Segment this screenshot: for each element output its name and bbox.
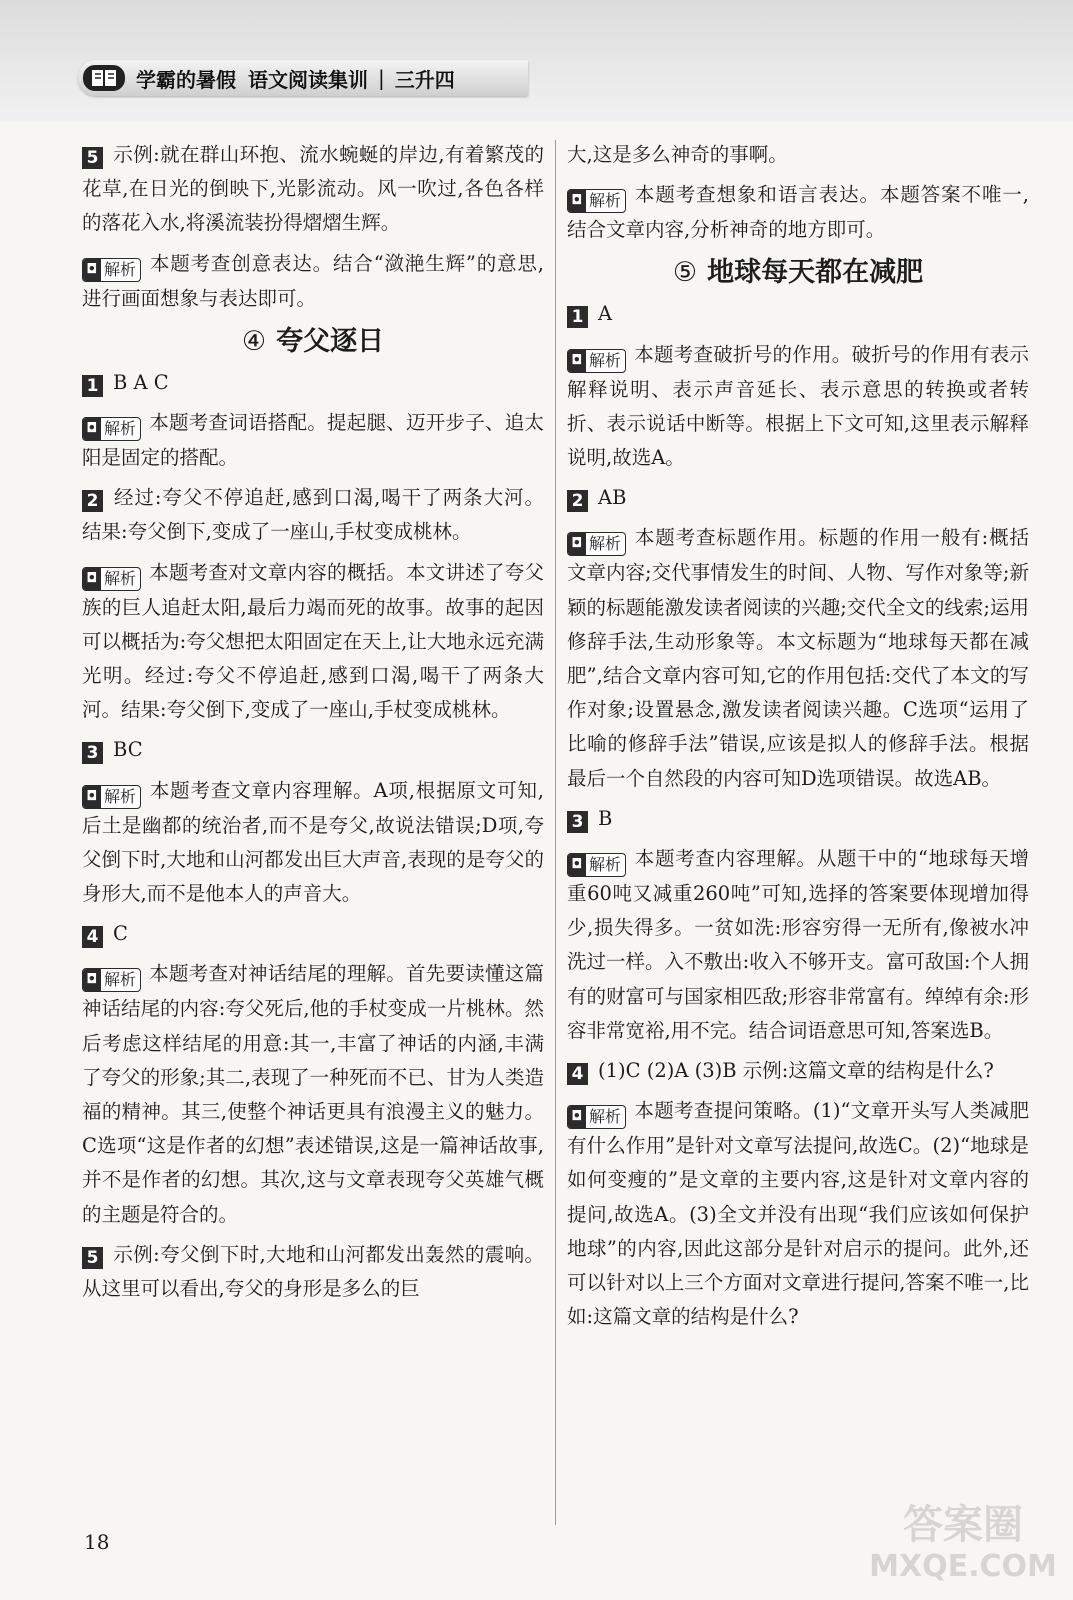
question-number: 3 xyxy=(82,742,103,764)
analysis-tag: ◘ 解析 xyxy=(82,417,141,441)
answer-item xyxy=(82,366,544,400)
analysis-text: 本题考查想象和语言表达。本题答案不唯一,结合文章内容,分析神奇的地方即可。 xyxy=(567,183,1029,242)
header-separator: | xyxy=(378,66,385,90)
analysis-tag-icon: ◘ xyxy=(568,854,586,876)
answer-text: 大,这是多么神奇的事啊。 xyxy=(567,143,788,166)
analysis-tag-icon: ◘ xyxy=(568,533,586,555)
analysis-item xyxy=(82,406,544,475)
answer-text: BC xyxy=(113,738,143,762)
analysis-text: 本题考查词语搭配。提起腿、迈开步子、追太阳是固定的搭配。 xyxy=(82,411,544,470)
answer-item xyxy=(82,917,544,951)
answer-text: (1)C (2)A (3)B 示例:这篇文章的结构是什么? xyxy=(598,1059,994,1083)
analysis-tag: ◘ 解析 xyxy=(82,567,141,591)
analysis-text: 本题考查创意表达。结合“潋滟生辉”的意思,进行画面想象与表达即可。 xyxy=(82,251,544,310)
analysis-item xyxy=(567,178,1029,247)
analysis-item xyxy=(82,556,544,728)
watermark-url: MXQE.COM xyxy=(869,1549,1057,1584)
analysis-text: 本题考查标题作用。标题的作用一般有:概括文章内容;交代事情发生的时间、人物、写作对象等;新颖的标题能激发读者阅读的兴趣;交代全文的线索;运用修辞手法,生动形象等。本文标题为“地球每天都在减肥”,结合文章内容可知,它的作用包括:交代了本文的写作对象;设置悬念,激发读者阅读兴趣。C选项“运用了比喻的修辞手法”错误,应该是拟人的修辞手法。根据最后一个自然段的内容可知D选项错误。故选AB。 xyxy=(567,526,1029,790)
answer-item xyxy=(82,481,544,549)
analysis-item xyxy=(82,774,544,912)
analysis-item xyxy=(567,1094,1029,1334)
section-title: ④ 夸父逐日 xyxy=(241,325,385,357)
answer-item xyxy=(82,733,544,767)
answer-text: B A C xyxy=(113,370,169,394)
answer-text: C xyxy=(113,922,128,946)
analysis-tag: ◘ 解析 xyxy=(567,189,626,213)
analysis-item xyxy=(567,521,1029,795)
question-number: 1 xyxy=(82,375,103,397)
grade-label: 三升四 xyxy=(394,67,455,92)
answer-text: 示例:夸父倒下时,大地和山河都发出轰然的震响。从这里可以看出,夸父的身形是多么的巨 xyxy=(82,1242,544,1301)
answer-text: A xyxy=(598,302,613,326)
analysis-text: 本题考查提问策略。(1)“文章开头写人类减肥有什么作用”是针对文章写法提问,故选C。(2)“地球是如何变瘦的”是文章的主要内容,这是针对文章内容的提问,故选A。(3)全文并没有出现“我们应该如何保护地球”的内容,因此这部分是针对启示的提问。此外,还可以针对以上三个方面对文章进行提问,答案不唯一,比如:这篇文章的结构是什么? xyxy=(567,1099,1029,1329)
section-title: ⑤ 地球每天都在减肥 xyxy=(672,257,924,289)
analysis-tag: ◘ 解析 xyxy=(567,349,626,373)
analysis-tag: ◘ 解析 xyxy=(82,785,141,809)
question-number: 5 xyxy=(82,1247,103,1269)
answer-item xyxy=(82,1238,544,1306)
question-number: 1 xyxy=(567,306,588,328)
answer-item xyxy=(82,138,544,241)
analysis-tag-icon: ◘ xyxy=(83,786,101,808)
answer-continuation xyxy=(567,138,1029,172)
analysis-tag: ◘ 解析 xyxy=(567,1105,626,1129)
analysis-text: 本题考查内容理解。从题干中的“地球每天增重60吨又减重260吨”可知,选择的答案要体现增加得少,损失得多。一贫如洗:形容穷得一无所有,像被水冲洗过一样。入不敷出:收入不够开支。富可敌国:个人拥有的财富可与国家相匹敌;形容非常富有。绰绰有余:形容非常宽裕,用不完。结合词语意思可知,答案选B。 xyxy=(567,847,1029,1042)
analysis-tag-icon: ◘ xyxy=(568,1106,586,1128)
analysis-text: 本题考查文章内容理解。A项,根据原文可知,后土是幽都的统治者,而不是夸父,故说法错误;D项,夸父倒下时,大地和山河都发出巨大声音,表现的是夸父的身形大,而不是他本人的声音大。 xyxy=(82,778,544,906)
analysis-tag-icon: ◘ xyxy=(83,418,101,440)
analysis-text: 本题考查破折号的作用。破折号的作用有表示解释说明、表示声音延长、表示意思的转换或者转折、表示说话中断等。根据上下文可知,这里表示解释说明,故选A。 xyxy=(567,342,1029,470)
analysis-tag: ◘ 解析 xyxy=(567,532,626,556)
left-column xyxy=(82,138,544,1312)
analysis-item xyxy=(567,338,1029,476)
analysis-text: 本题考查对神话结尾的理解。首先要读懂这篇神话结尾的内容:夸父死后,他的手杖变成一片桃林。然后考虑这样结尾的用意:其一,丰富了神话的内涵,丰满了夸父的形象;其二,表现了一种死而不已、甘为人类造福的精神。其三,使整个神话更具有浪漫主义的魅力。C选项“这是作者的幻想”表述错误,这是一篇神话故事,并不是作者的幻想。其次,这与文章表现夸父英雄气概的主题是符合的。 xyxy=(82,962,544,1226)
question-number: 2 xyxy=(82,490,103,512)
answer-text: AB xyxy=(598,486,627,510)
question-number: 5 xyxy=(82,147,103,169)
answer-text: B xyxy=(598,806,613,830)
analysis-tag-icon: ◘ xyxy=(568,190,586,212)
analysis-tag-icon: ◘ xyxy=(83,969,101,991)
analysis-item xyxy=(567,842,1029,1048)
answer-item xyxy=(567,297,1029,331)
book-icon xyxy=(82,64,126,92)
answer-text: 经过:夸父不停追赶,感到口渴,喝干了两条大河。 结果:夸父倒下,变成了一座山,手杖变成桃林。 xyxy=(82,486,544,544)
question-number: 3 xyxy=(567,811,588,833)
analysis-text: 本题考查对文章内容的概括。本文讲述了夸父族的巨人追赶太阳,最后力竭而死的故事。故事的起因可以概括为:夸父想把太阳固定在天上,让大地永远充满光明。经过:夸父不停追赶,感到口渴,喝干了两条大河。结果:夸父倒下,变成了一座山,手杖变成桃林。 xyxy=(82,560,544,722)
analysis-tag: ◘ 解析 xyxy=(82,968,141,992)
question-number: 4 xyxy=(567,1063,588,1085)
analysis-item xyxy=(82,247,544,316)
answer-item xyxy=(567,802,1029,836)
answer-text: 示例:就在群山环抱、流水蜿蜒的岸边,有着繁茂的花草,在日光的倒映下,光影流动。风一吹过,各色各样的落花入水,将溪流装扮得熠熠生辉。 xyxy=(82,143,544,235)
analysis-tag-icon: ◘ xyxy=(83,259,101,281)
analysis-tag: ◘ 解析 xyxy=(82,258,141,282)
watermark-text: 答案圈 xyxy=(903,1502,1023,1548)
analysis-item xyxy=(82,957,544,1231)
column-divider xyxy=(555,140,556,1525)
right-column xyxy=(567,138,1029,1340)
question-number: 4 xyxy=(82,926,103,948)
page-number: 18 xyxy=(84,1530,110,1554)
analysis-tag: ◘ 解析 xyxy=(567,853,626,877)
analysis-tag-icon: ◘ xyxy=(568,350,586,372)
analysis-tag-icon: ◘ xyxy=(83,568,101,590)
series-title: 语文阅读集训 xyxy=(248,67,368,92)
answer-item xyxy=(567,1054,1029,1088)
question-number: 2 xyxy=(567,490,588,512)
book-header xyxy=(78,60,528,96)
answer-item xyxy=(567,481,1029,515)
watermark-logo xyxy=(863,1488,1063,1588)
book-title: 学霸的暑假 xyxy=(136,67,236,92)
